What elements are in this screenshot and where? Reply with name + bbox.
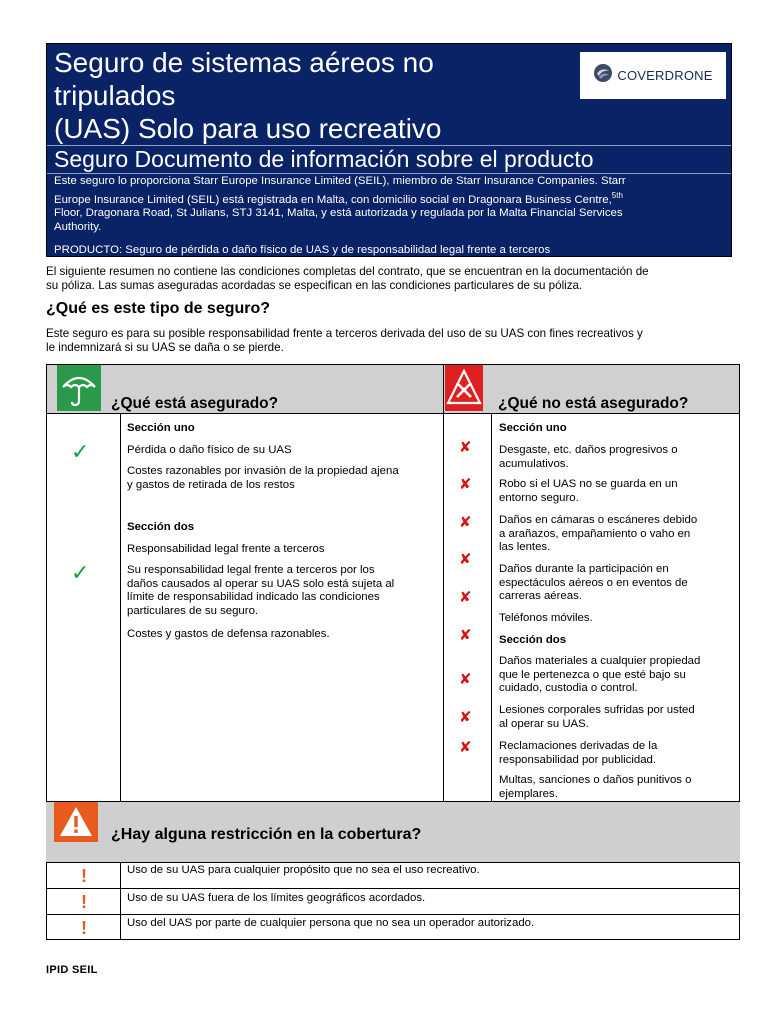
insurance-description bbox=[46, 327, 736, 355]
document-header bbox=[46, 43, 732, 257]
title-line: (UAS) Solo para uso recreativo bbox=[54, 113, 442, 144]
insured-heading: ¿Qué está asegurado? bbox=[111, 395, 279, 412]
restriction-text: Uso de su UAS para cualquier propósito que no sea el uso recreativo. bbox=[127, 864, 480, 876]
superscript: 5th bbox=[611, 190, 623, 200]
coverdrone-logo-icon bbox=[593, 63, 613, 88]
coverdrone-logo bbox=[580, 52, 726, 99]
not-insured-item: Daños en cámaras o escáneres debido a arañazos, empañamiento o vaho en las lentes. bbox=[499, 514, 698, 554]
restrictions-heading: ¿Hay alguna restricción en la cobertura? bbox=[111, 826, 422, 843]
intro-line: El siguiente resumen no contiene las condiciones completas del contrato, que se encuentran en la documentación de bbox=[46, 265, 649, 278]
section-heading: ¿Qué es este tipo de seguro? bbox=[46, 300, 271, 317]
exclamation-icon: ! bbox=[81, 918, 87, 938]
cross-icon: ✘ bbox=[459, 439, 472, 456]
column-divider bbox=[491, 413, 492, 801]
not-insured-item: Robo si el UAS no se guarda en un entorno seguro. bbox=[499, 478, 678, 504]
cross-icon: ✘ bbox=[459, 709, 472, 726]
insured-item: Pérdida o daño físico de su UAS bbox=[127, 444, 292, 456]
not-insured-section2-title: Sección dos bbox=[499, 634, 567, 646]
not-insured-item: Daños durante la participación en espectáculos aéreos o en eventos de carreras aéreas. bbox=[499, 563, 688, 603]
provider-line bbox=[54, 189, 718, 207]
not-insured-item: Daños materiales a cualquier propiedad que le pertenezca o que esté bajo su cuidado, custodia o control. bbox=[499, 655, 701, 695]
insured-section1-title: Sección uno bbox=[127, 422, 195, 434]
column-divider bbox=[120, 413, 121, 801]
table-header-band bbox=[47, 365, 739, 414]
warning-icon bbox=[54, 802, 98, 842]
cross-icon: ✘ bbox=[459, 551, 472, 568]
document-footer: IPID SEIL bbox=[46, 964, 98, 976]
cross-icon: ✘ bbox=[459, 739, 472, 756]
provider-line-text: Europe Insurance Limited (SEIL) está registrada en Malta, con domicilio social en Dragonara Business Centre, bbox=[54, 193, 612, 206]
restrictions-header bbox=[46, 802, 740, 862]
restriction-text: Uso del UAS por parte de cualquier persona que no sea un operador autorizado. bbox=[127, 917, 535, 929]
umbrella-icon bbox=[57, 365, 101, 411]
insured-item: Responsabilidad legal frente a terceros bbox=[127, 543, 325, 555]
header-divider bbox=[47, 173, 731, 174]
logo-text: COVERDRONE bbox=[617, 68, 713, 83]
cross-icon: ✘ bbox=[459, 671, 472, 688]
cross-icon: ✘ bbox=[459, 627, 472, 644]
title-line: tripulados bbox=[54, 80, 176, 111]
restrictions-list bbox=[46, 862, 740, 940]
check-icon: ✓ bbox=[71, 560, 90, 585]
broken-umbrella-icon bbox=[445, 365, 483, 411]
provider-info bbox=[54, 175, 718, 234]
restriction-row bbox=[47, 914, 739, 941]
cross-icon: ✘ bbox=[459, 589, 472, 606]
cross-icon: ✘ bbox=[459, 476, 472, 493]
not-insured-item: Teléfonos móviles. bbox=[499, 612, 593, 624]
exclamation-icon: ! bbox=[81, 892, 87, 912]
insured-item: Su responsabilidad legal frente a terceros por los daños causados al operar su UAS solo está sujeta al límite de responsabilidad indicado las condiciones particulares de su seguro. bbox=[127, 564, 395, 617]
product-line: PRODUCTO: Seguro de pérdida o daño físico de UAS y de responsabilidad legal frente a terceros bbox=[54, 244, 551, 256]
insured-item: Costes razonables por invasión de la propiedad ajena y gastos de retirada de los restos bbox=[127, 465, 399, 491]
not-insured-item: Lesiones corporales sufridas por usted al operar su UAS. bbox=[499, 704, 695, 730]
not-insured-section1-title: Sección uno bbox=[499, 422, 567, 434]
intro-paragraph bbox=[46, 265, 736, 293]
provider-line: Este seguro lo proporciona Starr Europe Insurance Limited (SEIL), miembro de Starr Insurance Companies. Starr bbox=[54, 175, 626, 187]
restriction-row bbox=[47, 862, 739, 889]
check-icon: ✓ bbox=[71, 439, 90, 464]
not-insured-item: Reclamaciones derivadas de la responsabilidad por publicidad. bbox=[499, 740, 658, 766]
coverage-table bbox=[46, 364, 740, 802]
insured-section2-title: Sección dos bbox=[127, 521, 195, 533]
restriction-row bbox=[47, 888, 739, 915]
not-insured-item: Desgaste, etc. daños progresivos o acumulativos. bbox=[499, 444, 678, 470]
document-title bbox=[54, 46, 574, 145]
insured-item: Costes y gastos de defensa razonables. bbox=[127, 628, 330, 640]
exclamation-icon: ! bbox=[81, 866, 87, 886]
column-divider bbox=[443, 365, 444, 801]
provider-line: Authority. bbox=[54, 220, 102, 233]
document-subtitle: Seguro Documento de información sobre el producto bbox=[54, 146, 594, 172]
not-insured-item: Multas, sanciones o daños punitivos o ejemplares. bbox=[499, 774, 692, 800]
cross-icon: ✘ bbox=[459, 514, 472, 531]
description-line: le indemnizará si su UAS se daña o se pierde. bbox=[46, 341, 284, 355]
intro-line: su póliza. Las sumas aseguradas acordadas se especifican en las condiciones particulares de su póliza. bbox=[46, 279, 583, 293]
not-insured-heading: ¿Qué no está asegurado? bbox=[498, 395, 689, 412]
description-line: Este seguro es para su posible responsabilidad frente a terceros derivada del uso de su UAS con fines recreativos y bbox=[46, 327, 643, 340]
restriction-text: Uso de su UAS fuera de los límites geográficos acordados. bbox=[127, 892, 426, 904]
title-line: Seguro de sistemas aéreos no bbox=[54, 47, 434, 78]
provider-line: Floor, Dragonara Road, St Julians, STJ 3141, Malta, y está autorizada y regulada por la Malta Financial Services bbox=[54, 206, 623, 219]
